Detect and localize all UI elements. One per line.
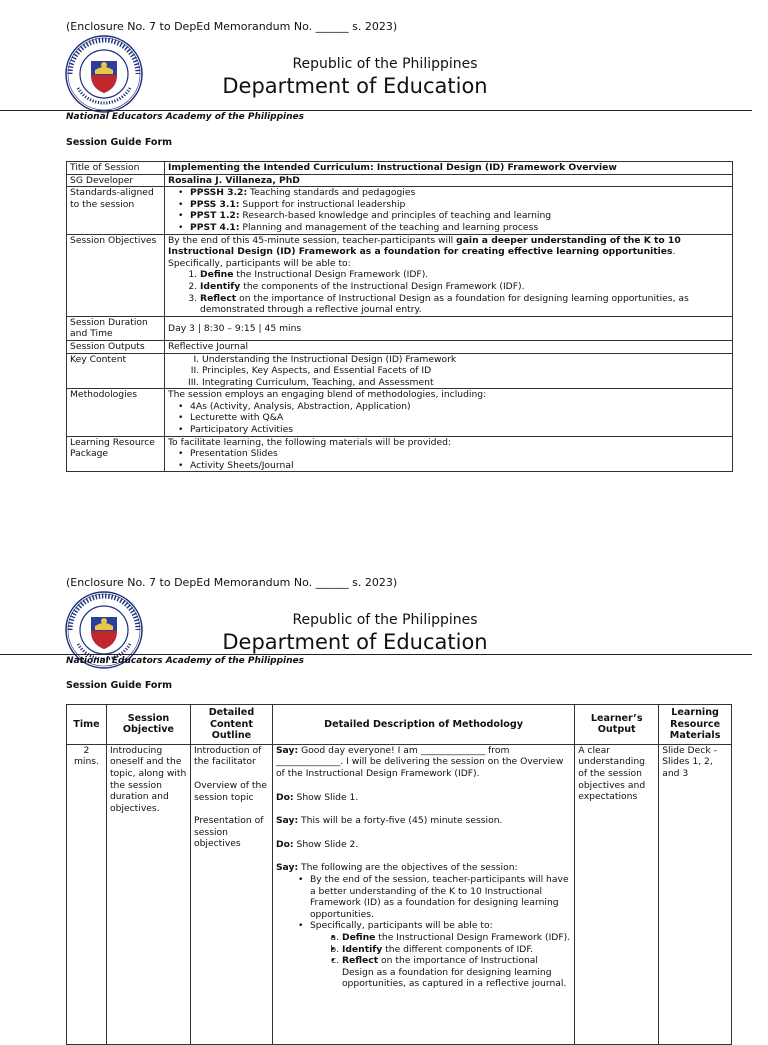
table-row [67, 340, 733, 353]
deped-seal-icon [64, 34, 144, 114]
column-header: Detailed Description of Methodology [272, 705, 574, 745]
list-item: II. Principles, Key Aspects, and Essential Facets of ID [202, 365, 729, 377]
table-header-row [67, 705, 732, 745]
column-header: Learning Resource Materials [659, 705, 732, 745]
table-row [67, 744, 732, 1044]
enclosure-note: (Enclosure No. 7 to DepEd Memorandum No. ______ s. 2023) [66, 20, 398, 33]
list-item: • c. Reflect on the importance of Instructional Design as a foundation for designing learning opportunities, as captured in a reflective journal. [342, 955, 571, 990]
session-info-table [66, 161, 733, 472]
methodologies-label: Methodologies [67, 389, 165, 436]
resources-content: To facilitate learning, the following materials will be provided: • Presentation Slides • Activity Sheets/Journal [165, 436, 733, 472]
methodologies-content: The session employs an engaging blend of methodologies, including: • 4As (Activity, Analysis, Abstraction, Application) • Lecturette with Q&A • Participatory Activities [165, 389, 733, 436]
table-row [67, 353, 733, 389]
list-item: 3. Reflect on the importance of Instructional Design as a foundation for designing learning opportunities, as demonstrated through a reflective journal entry. [200, 293, 729, 316]
column-header: Detailed Content Outline [190, 705, 272, 745]
list-item: 1. Define the Instructional Design Framework (IDF). [200, 269, 729, 281]
time-cell: 2 mins. [67, 744, 107, 1044]
list-item: I. Understanding the Instructional Design (ID) Framework [202, 354, 729, 366]
outline-item: Introduction of the facilitator [193, 744, 262, 768]
list-item: • b. Identify the different components of IDF. [342, 944, 571, 956]
objectives-content: By the end of this 45-minute session, teacher-participants will gain a deeper understanding of the K to 10 Instructional Design (ID) Framework as a foundation for creating effective learning opportunities. Specifically, participants will be able to: 1. Define the Instructional Design Framework (IDF). 2. Identify the components of the Instructional Design Framework (IDF). 3. Reflect on the importance of Instructional Design as a foundation for designing learning opportunities, as demonstrated through a reflective journal entry. [165, 234, 733, 316]
outline-cell [190, 744, 272, 1044]
developer-value: Rosalina J. Villaneza, PhD [165, 174, 733, 187]
standards-list [165, 187, 733, 234]
department-heading: Department of Education [222, 74, 488, 98]
header-rule [0, 110, 752, 111]
resources-label: Learning Resource Package [67, 436, 165, 472]
list-item: • PPSS 3.1: Support for instructional leadership [190, 199, 729, 211]
outline-item: Overview of the session topic [193, 779, 267, 803]
list-item: • PPST 1.2: Research-based knowledge and principles of teaching and learning [190, 210, 729, 222]
form-title: Session Guide Form [66, 680, 173, 691]
methodology-cell [272, 744, 574, 1044]
list-item: • Lecturette with Q&A [190, 412, 729, 424]
table-row [67, 187, 733, 234]
column-header: Time [67, 705, 107, 745]
list-item: III. Integrating Curriculum, Teaching, and Assessment [202, 377, 729, 389]
title-value: Implementing the Intended Curriculum: Instructional Design (ID) Framework Overview [165, 162, 733, 175]
table-row [67, 316, 733, 340]
republic-heading: Republic of the Philippines [292, 56, 478, 72]
list-item: • a. Define the Instructional Design Framework (IDF). [342, 932, 571, 944]
say-line: Say: The following are the objectives of the session: [275, 862, 518, 874]
title-label: Title of Session [67, 162, 165, 175]
list-item: • Activity Sheets/Journal [190, 460, 729, 472]
outputs-value: Reflective Journal [165, 340, 733, 353]
duration-value: Day 3 | 8:30 – 9:15 | 45 mins [165, 316, 733, 340]
learner-output-cell: A clear understanding of the session objectives and expectations [575, 744, 659, 1044]
table-row [67, 174, 733, 187]
list-item: • By the end of the session, teacher-participants will have a better understanding of the K to 10 Instructional Framework (ID) as a foundation for designing learning opportunities. [310, 874, 571, 920]
form-title: Session Guide Form [66, 137, 173, 148]
materials-cell: Slide Deck - Slides 1, 2, and 3 [659, 744, 732, 1044]
department-heading: Department of Education [222, 630, 488, 654]
do-line: Do: Show Slide 2. [275, 838, 359, 850]
objectives-label: Session Objectives [67, 234, 165, 316]
enclosure-note: (Enclosure No. 7 to DepEd Memorandum No. ______ s. 2023) [66, 576, 398, 589]
list-item: • Participatory Activities [190, 424, 729, 436]
table-row [67, 436, 733, 472]
key-content-label: Key Content [67, 353, 165, 389]
say-line: Say: Good day everyone! I am ______________ from ______________. I will be delivering the session on the Overview of the Instructional Design Framework (IDF). [275, 744, 564, 779]
header-rule [0, 654, 752, 655]
list-item: • PPSSH 3.2: Teaching standards and pedagogies [190, 187, 729, 199]
objective-cell: Introducing oneself and the topic, along with the session duration and objectives. [106, 744, 190, 1044]
list-item: • 4As (Activity, Analysis, Abstraction, Application) [190, 401, 729, 413]
list-item: • Specifically, participants will be able to: • a. Define the Instructional Design Framework (IDF). • b. Identify the different components of IDF. • c. Reflect on the importance of Instructional Design as a foundation for designing learning opportunities, as captured in a reflective journal. [310, 920, 571, 990]
column-header: Session Objective [106, 705, 190, 745]
table-row [67, 234, 733, 316]
outline-item: Presentation of session objectives [193, 815, 264, 850]
outputs-label: Session Outputs [67, 340, 165, 353]
say-line: Say: This will be a forty-five (45) minute session. [275, 815, 503, 827]
developer-label: SG Developer [67, 174, 165, 187]
table-row [67, 162, 733, 175]
standards-label: Standards-aligned to the session [67, 187, 165, 234]
republic-heading: Republic of the Philippines [292, 612, 478, 628]
key-content-list [165, 353, 733, 389]
list-item: 2. Identify the components of the Instructional Design Framework (IDF). [200, 281, 729, 293]
academy-name: National Educators Academy of the Philippines [66, 112, 304, 122]
duration-label: Session Duration and Time [67, 316, 165, 340]
list-item: • Presentation Slides [190, 448, 729, 460]
column-header: Learner’s Output [575, 705, 659, 745]
academy-name: National Educators Academy of the Philippines [66, 656, 304, 666]
do-line: Do: Show Slide 1. [275, 791, 359, 803]
session-guide-table [66, 704, 732, 1045]
table-row [67, 389, 733, 436]
list-item: • PPST 4.1: Planning and management of the teaching and learning process [190, 222, 729, 234]
